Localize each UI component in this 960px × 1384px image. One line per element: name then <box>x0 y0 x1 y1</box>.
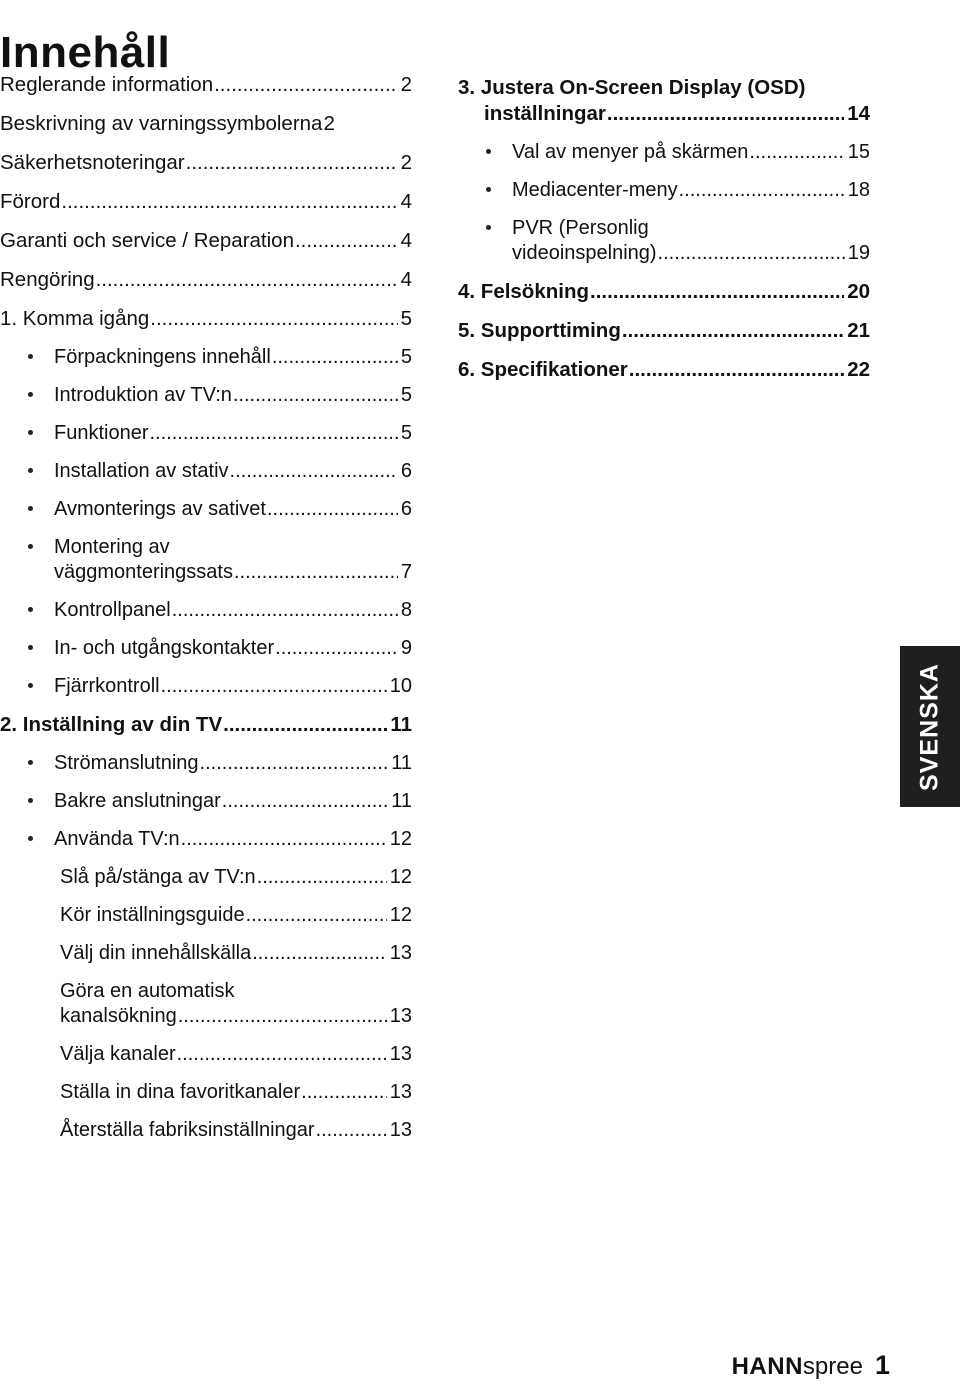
bullet-icon <box>28 798 33 803</box>
page-title: Innehåll <box>0 28 171 78</box>
toc-entry-page: 2 <box>400 73 412 96</box>
toc-entry-title-line: Montering av <box>54 536 170 558</box>
toc-entry[interactable] <box>458 75 870 127</box>
toc-entry[interactable] <box>0 72 412 98</box>
dot-leader <box>622 318 844 344</box>
language-tab-label: SVENSKA <box>915 662 944 791</box>
toc-entry-title: inställningar <box>484 102 606 125</box>
toc-entry-title: Återställa fabriksinställningar <box>60 1119 315 1141</box>
toc-entry[interactable] <box>0 1042 412 1067</box>
toc-entry-page: 5 <box>400 422 412 444</box>
bullet-icon <box>486 225 491 230</box>
toc-entry[interactable] <box>458 357 870 383</box>
dot-leader <box>61 189 397 215</box>
toc-entry-title: väggmonteringssats <box>54 561 233 583</box>
toc-entry-page: 4 <box>400 229 412 252</box>
dot-leader <box>230 459 398 484</box>
dot-leader <box>246 903 387 928</box>
brand-logo <box>732 1353 863 1381</box>
toc-entry-page: 5 <box>400 307 412 330</box>
bullet-icon <box>486 187 491 192</box>
toc-entry[interactable] <box>0 306 412 332</box>
toc-entry-title: Förord <box>0 190 61 213</box>
toc-entry-page: 13 <box>389 942 412 964</box>
toc-entry[interactable] <box>0 865 412 890</box>
toc-entry[interactable] <box>458 178 870 203</box>
page-footer <box>732 1350 890 1384</box>
toc-entry-page: 12 <box>389 828 412 850</box>
dot-leader <box>275 636 398 661</box>
toc-entry-title: Rengöring <box>0 268 95 291</box>
toc-entry[interactable] <box>458 216 870 266</box>
toc-entry-title: Avmonterings av sativet <box>54 498 266 520</box>
toc-entry[interactable] <box>0 941 412 966</box>
toc-entry-page: 21 <box>847 319 870 342</box>
toc-entry[interactable] <box>0 636 412 661</box>
toc-entry-title: 6. Specifikationer <box>458 358 628 381</box>
dot-leader <box>658 241 845 266</box>
dot-leader <box>607 101 844 127</box>
dot-leader <box>214 72 397 98</box>
toc-entry-page: 11 <box>390 713 412 736</box>
bullet-icon <box>28 506 33 511</box>
dot-leader <box>150 306 397 332</box>
toc-entry-page: 7 <box>400 561 412 583</box>
toc-entry-title: Val av menyer på skärmen <box>512 141 749 163</box>
toc-entry-page: 22 <box>847 358 870 381</box>
toc-entry[interactable] <box>0 598 412 623</box>
dot-leader <box>679 178 845 203</box>
toc-entry-page: 10 <box>389 675 412 697</box>
dot-leader <box>749 140 844 165</box>
toc-entry-page: 15 <box>847 141 870 163</box>
dot-leader <box>96 267 398 293</box>
toc-entry-page: 8 <box>400 599 412 621</box>
toc-entry[interactable] <box>0 751 412 776</box>
dot-leader <box>233 383 398 408</box>
dot-leader <box>223 712 387 738</box>
dot-leader <box>267 497 398 522</box>
bullet-icon <box>28 430 33 435</box>
toc-entry[interactable] <box>0 111 412 137</box>
bullet-icon <box>28 683 33 688</box>
toc-entry[interactable] <box>0 383 412 408</box>
toc-entry-title-line: Göra en automatisk <box>60 980 235 1002</box>
toc-entry-title: Säkerhetsnoteringar <box>0 151 185 174</box>
toc-entry[interactable] <box>458 140 870 165</box>
toc-entry[interactable] <box>0 712 412 738</box>
toc-entry[interactable] <box>0 674 412 699</box>
dot-leader <box>172 598 398 623</box>
toc-entry-title-line: PVR (Personlig <box>512 217 649 239</box>
toc-entry[interactable] <box>0 789 412 814</box>
bullet-icon <box>28 607 33 612</box>
toc-entry[interactable] <box>0 979 412 1029</box>
toc-entry-page: 6 <box>400 460 412 482</box>
toc-entry-page: 2 <box>323 112 335 135</box>
bullet-icon <box>28 468 33 473</box>
toc-entry-title-line: 3. Justera On-Screen Display (OSD) <box>458 76 806 99</box>
toc-entry-title: 2. Inställning av din TV <box>0 713 223 736</box>
dot-leader <box>629 357 844 383</box>
dot-leader <box>301 1080 387 1105</box>
toc-entry[interactable] <box>0 1118 412 1143</box>
toc-entry-page: 13 <box>389 1043 412 1065</box>
toc-entry-page: 9 <box>400 637 412 659</box>
toc-entry[interactable] <box>0 1080 412 1105</box>
language-tab <box>900 646 960 807</box>
toc-entry-page: 6 <box>400 498 412 520</box>
dot-leader <box>234 560 398 585</box>
toc-entry-page: 4 <box>400 268 412 291</box>
toc-right-column <box>458 75 870 396</box>
toc-entry-page: 11 <box>391 790 412 812</box>
dot-leader <box>222 789 388 814</box>
toc-entry-title: kanalsökning <box>60 1005 177 1027</box>
dot-leader <box>590 279 844 305</box>
toc-entry[interactable] <box>0 150 412 176</box>
bullet-icon <box>28 354 33 359</box>
toc-entry-page: 20 <box>847 280 870 303</box>
toc-entry-title: Garanti och service / Reparation <box>0 229 294 252</box>
toc-entry[interactable] <box>0 535 412 585</box>
toc-entry-title: 1. Komma igång <box>0 307 150 330</box>
toc-entry[interactable] <box>0 421 412 446</box>
bullet-icon <box>28 392 33 397</box>
toc-entry[interactable] <box>0 497 412 522</box>
toc-entry-title: Kontrollpanel <box>54 599 171 621</box>
toc-entry[interactable] <box>0 459 412 484</box>
toc-entry-title: Bakre anslutningar <box>54 790 221 812</box>
toc-entry[interactable] <box>0 189 412 215</box>
toc-entry-title: Välja kanaler <box>60 1043 176 1065</box>
toc-entry-title: Reglerande information <box>0 73 214 96</box>
toc-entry-page: 2 <box>400 151 412 174</box>
toc-entry[interactable] <box>0 903 412 928</box>
toc-entry-title: videoinspelning) <box>512 242 657 264</box>
toc-entry-title: Strömanslutning <box>54 752 199 774</box>
brand-logo-bold: HANN <box>731 1353 803 1380</box>
bullet-icon <box>486 149 491 154</box>
dot-leader <box>177 1042 387 1067</box>
brand-logo-regular: spree <box>802 1353 863 1380</box>
dot-leader <box>178 1004 387 1029</box>
bullet-icon <box>28 836 33 841</box>
toc-entry[interactable] <box>458 279 870 305</box>
toc-left-column <box>0 72 412 1156</box>
dot-leader <box>257 865 387 890</box>
page-number: 1 <box>874 1350 890 1380</box>
toc-entry[interactable] <box>0 267 412 293</box>
toc-entry-page: 14 <box>847 102 870 125</box>
dot-leader <box>181 827 387 852</box>
dot-leader <box>272 345 398 370</box>
toc-entry-title: Slå på/stänga av TV:n <box>60 866 256 888</box>
toc-entry-title: 5. Supporttiming <box>458 319 621 342</box>
toc-entry-title: Förpackningens innehåll <box>54 346 271 368</box>
toc-entry-page: 18 <box>847 179 870 201</box>
toc-entry-title: Fjärrkontroll <box>54 675 160 697</box>
dot-leader <box>252 941 387 966</box>
toc-entry[interactable] <box>0 228 412 254</box>
bullet-icon <box>28 760 33 765</box>
toc-entry-page: 13 <box>389 1005 412 1027</box>
toc-entry-title: Kör inställningsguide <box>60 904 245 926</box>
toc-entry-title: Beskrivning av varningssymbolerna <box>0 112 323 135</box>
toc-entry-page: 13 <box>389 1119 412 1141</box>
toc-entry-page: 19 <box>847 242 870 264</box>
toc-entry-title: In- och utgångskontakter <box>54 637 275 659</box>
dot-leader <box>316 1118 387 1143</box>
bullet-icon <box>28 645 33 650</box>
toc-entry-title: Välj din innehållskälla <box>60 942 252 964</box>
dot-leader <box>295 228 398 254</box>
toc-entry-title: Funktioner <box>54 422 149 444</box>
dot-leader <box>161 674 387 699</box>
toc-entry-title: Mediacenter-meny <box>512 179 678 201</box>
toc-entry-page: 11 <box>391 752 412 774</box>
toc-entry-page: 4 <box>400 190 412 213</box>
toc-entry[interactable] <box>458 318 870 344</box>
toc-entry-title: Använda TV:n <box>54 828 180 850</box>
dot-leader <box>200 751 389 776</box>
toc-entry-page: 12 <box>389 866 412 888</box>
toc-entry-page: 12 <box>389 904 412 926</box>
dot-leader <box>186 150 398 176</box>
toc-entry-title: Ställa in dina favoritkanaler <box>60 1081 301 1103</box>
toc-entry[interactable] <box>0 345 412 370</box>
toc-entry-page: 5 <box>400 346 412 368</box>
toc-entry-page: 5 <box>400 384 412 406</box>
toc-entry[interactable] <box>0 827 412 852</box>
toc-entry-page: 13 <box>389 1081 412 1103</box>
toc-entry-title: Installation av stativ <box>54 460 229 482</box>
bullet-icon <box>28 544 33 549</box>
dot-leader <box>150 421 398 446</box>
toc-entry-title: 4. Felsökning <box>458 280 589 303</box>
toc-entry-title: Introduktion av TV:n <box>54 384 232 406</box>
